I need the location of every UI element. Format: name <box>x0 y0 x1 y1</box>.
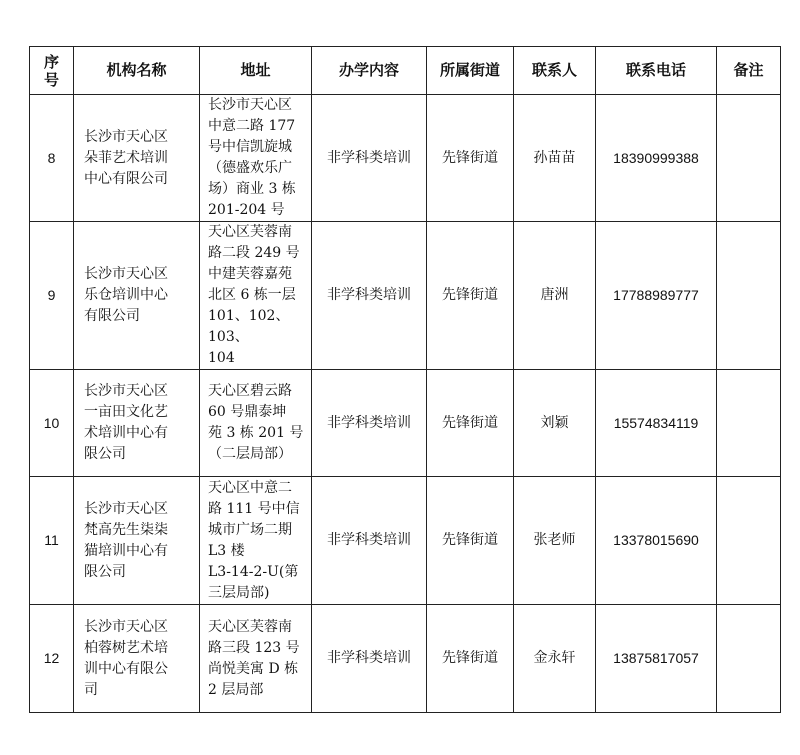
cell-name: 长沙市天心区 柏蓉树艺术培 训中心有限公 司 <box>74 605 200 713</box>
cell-street: 先锋街道 <box>427 370 514 477</box>
cell-street: 先锋街道 <box>427 605 514 713</box>
cell-content: 非学科类培训 <box>312 95 427 222</box>
cell-content: 非学科类培训 <box>312 370 427 477</box>
cell-street: 先锋街道 <box>427 95 514 222</box>
institution-table <box>29 46 781 713</box>
header-street: 所属街道 <box>427 47 514 95</box>
table-row <box>30 222 781 370</box>
table-row <box>30 477 781 605</box>
cell-seq: 9 <box>30 222 74 370</box>
cell-address: 天心区芙蓉南 路二段 249 号 中建芙蓉嘉苑 北区 6 栋一层 101、102、103、 104 <box>200 222 312 370</box>
cell-contact: 张老师 <box>514 477 596 605</box>
table-row <box>30 95 781 222</box>
cell-phone: 17788989777 <box>596 222 717 370</box>
header-content: 办学内容 <box>312 47 427 95</box>
cell-address: 天心区碧云路 60 号鼎泰坤 苑 3 栋 201 号 （二层局部） <box>200 370 312 477</box>
cell-name: 长沙市天心区 乐仓培训中心 有限公司 <box>74 222 200 370</box>
cell-name: 长沙市天心区 梵高先生柒柒 猫培训中心有 限公司 <box>74 477 200 605</box>
cell-remark <box>717 95 781 222</box>
cell-contact: 孙苗苗 <box>514 95 596 222</box>
cell-name: 长沙市天心区 一亩田文化艺 术培训中心有 限公司 <box>74 370 200 477</box>
cell-phone: 13875817057 <box>596 605 717 713</box>
table-row <box>30 605 781 713</box>
cell-seq: 11 <box>30 477 74 605</box>
cell-remark <box>717 222 781 370</box>
header-contact: 联系人 <box>514 47 596 95</box>
table-row <box>30 370 781 477</box>
cell-street: 先锋街道 <box>427 477 514 605</box>
cell-contact: 金永轩 <box>514 605 596 713</box>
header-seq: 序 号 <box>30 47 74 95</box>
header-name: 机构名称 <box>74 47 200 95</box>
cell-phone: 15574834119 <box>596 370 717 477</box>
cell-street: 先锋街道 <box>427 222 514 370</box>
cell-content: 非学科类培训 <box>312 477 427 605</box>
cell-contact: 唐洲 <box>514 222 596 370</box>
header-row <box>30 47 781 95</box>
header-phone: 联系电话 <box>596 47 717 95</box>
cell-name: 长沙市天心区 朵菲艺术培训 中心有限公司 <box>74 95 200 222</box>
cell-address: 天心区中意二 路 111 号中信 城市广场二期 L3 楼 L3-14-2-U(第 三层局部) <box>200 477 312 605</box>
cell-remark <box>717 605 781 713</box>
cell-phone: 18390999388 <box>596 95 717 222</box>
cell-content: 非学科类培训 <box>312 222 427 370</box>
cell-contact: 刘颖 <box>514 370 596 477</box>
cell-remark <box>717 477 781 605</box>
cell-seq: 10 <box>30 370 74 477</box>
header-remark: 备注 <box>717 47 781 95</box>
cell-content: 非学科类培训 <box>312 605 427 713</box>
cell-phone: 13378015690 <box>596 477 717 605</box>
cell-seq: 12 <box>30 605 74 713</box>
cell-address: 长沙市天心区 中意二路 177 号中信凯旋城 （德盛欢乐广 场）商业 3 栋 201-204 号 <box>200 95 312 222</box>
cell-seq: 8 <box>30 95 74 222</box>
header-address: 地址 <box>200 47 312 95</box>
cell-remark <box>717 370 781 477</box>
cell-address: 天心区芙蓉南 路三段 123 号 尚悦美寓 D 栋 2 层局部 <box>200 605 312 713</box>
